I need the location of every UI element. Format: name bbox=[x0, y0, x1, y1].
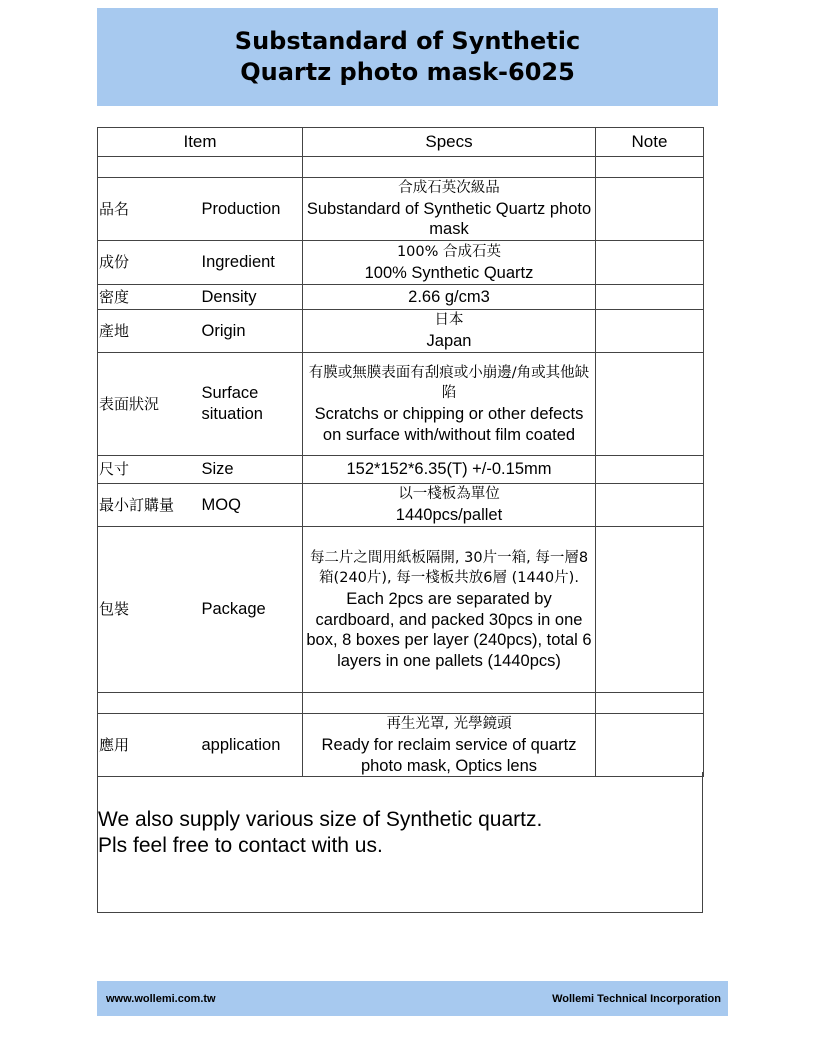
table-row bbox=[98, 353, 704, 456]
specs-en: 1440pcs/pallet bbox=[395, 506, 503, 525]
specs-zh: 有膜或無膜表面有刮痕或小崩邊/角或其他缺陷 bbox=[308, 364, 590, 402]
header-row bbox=[98, 128, 704, 157]
item-en: Ingredient bbox=[200, 241, 303, 285]
note-cell bbox=[596, 178, 704, 241]
col-header-note: Note bbox=[596, 128, 704, 157]
specs-en: Japan bbox=[426, 332, 472, 351]
item-en: Package bbox=[200, 527, 303, 693]
specs-cell bbox=[303, 714, 596, 777]
item-en: application bbox=[200, 714, 303, 777]
title-line-1: Substandard of Synthetic bbox=[234, 27, 581, 55]
item-zh: 尺寸 bbox=[98, 456, 200, 484]
table-row bbox=[98, 527, 704, 693]
spacer-row bbox=[98, 693, 704, 714]
footer-company: Wollemi Technical Incorporation bbox=[552, 992, 721, 1005]
specs-zh: 合成石英次級品 bbox=[398, 180, 500, 196]
note-cell bbox=[596, 714, 704, 777]
specs-en: Ready for reclaim service of quartz photo mask, Optics lens bbox=[321, 735, 577, 775]
table-row bbox=[98, 241, 704, 285]
note-cell bbox=[596, 241, 704, 285]
item-en: Surface situation bbox=[200, 353, 303, 456]
specs-en: Scratchs or chipping or other defects on surface with/without film coated bbox=[314, 405, 584, 444]
item-zh: 包裝 bbox=[98, 527, 200, 693]
specs-en: Substandard of Synthetic Quartz photo mask bbox=[306, 199, 592, 239]
specs-zh: 每二片之間用紙板隔開, 30片一箱, 每一層8箱(240片), 每一棧板共放6層 (1440片). bbox=[309, 549, 589, 587]
closing-note bbox=[97, 772, 703, 913]
item-en: Density bbox=[200, 285, 303, 310]
specs-cell bbox=[303, 456, 596, 484]
table-row bbox=[98, 310, 704, 353]
specs-en: 152*152*6.35(T) +/-0.15mm bbox=[346, 460, 552, 479]
item-en: Origin bbox=[200, 310, 303, 353]
specs-cell bbox=[303, 527, 596, 693]
closing-line-1: We also supply various size of Synthetic quartz. bbox=[98, 808, 543, 831]
spec-table-container bbox=[97, 127, 703, 777]
specs-cell bbox=[303, 241, 596, 285]
note-cell bbox=[596, 353, 704, 456]
item-zh: 最小訂購量 bbox=[98, 484, 200, 527]
specs-zh: 再生光罩, 光學鏡頭 bbox=[386, 716, 512, 733]
table-row bbox=[98, 178, 704, 241]
col-header-specs: Specs bbox=[303, 128, 596, 157]
specs-cell bbox=[303, 484, 596, 527]
specs-cell bbox=[303, 285, 596, 310]
note-cell bbox=[596, 310, 704, 353]
item-zh: 產地 bbox=[98, 310, 200, 353]
item-zh: 表面狀況 bbox=[98, 353, 200, 456]
note-cell bbox=[596, 285, 704, 310]
footer-bar bbox=[97, 981, 728, 1016]
item-zh: 密度 bbox=[98, 285, 200, 310]
specs-cell bbox=[303, 353, 596, 456]
table-row bbox=[98, 484, 704, 527]
item-zh: 品名 bbox=[98, 178, 200, 241]
specs-cell bbox=[303, 310, 596, 353]
closing-line-2: Pls feel free to contact with us. bbox=[98, 834, 383, 857]
specs-cell bbox=[303, 178, 596, 241]
table-row bbox=[98, 285, 704, 310]
specs-en: 2.66 g/cm3 bbox=[408, 287, 490, 306]
note-cell bbox=[596, 484, 704, 527]
title-banner bbox=[97, 8, 718, 106]
specs-zh: 日本 bbox=[434, 312, 464, 329]
spacer-row bbox=[98, 157, 704, 178]
col-header-item: Item bbox=[98, 128, 303, 157]
specs-zh: 100% 合成石英 bbox=[396, 243, 502, 260]
item-zh: 應用 bbox=[98, 714, 200, 777]
spec-table bbox=[97, 127, 704, 777]
item-zh: 成份 bbox=[98, 241, 200, 285]
note-cell bbox=[596, 456, 704, 484]
specs-en: Each 2pcs are separated by cardboard, and packed 30pcs in one box, 8 boxes per layer (240pcs), total 6 layers in one pallets (1440pcs) bbox=[306, 589, 592, 671]
specs-en: 100% Synthetic Quartz bbox=[364, 263, 534, 282]
table-row bbox=[98, 714, 704, 777]
footer-website: www.wollemi.com.tw bbox=[106, 992, 216, 1005]
item-en: Production bbox=[200, 178, 303, 241]
note-cell bbox=[596, 527, 704, 693]
title-line-2: Quartz photo mask-6025 bbox=[240, 58, 575, 86]
item-en: MOQ bbox=[200, 484, 303, 527]
table-row bbox=[98, 456, 704, 484]
specs-zh: 以一棧板為單位 bbox=[398, 486, 500, 503]
item-en: Size bbox=[200, 456, 303, 484]
